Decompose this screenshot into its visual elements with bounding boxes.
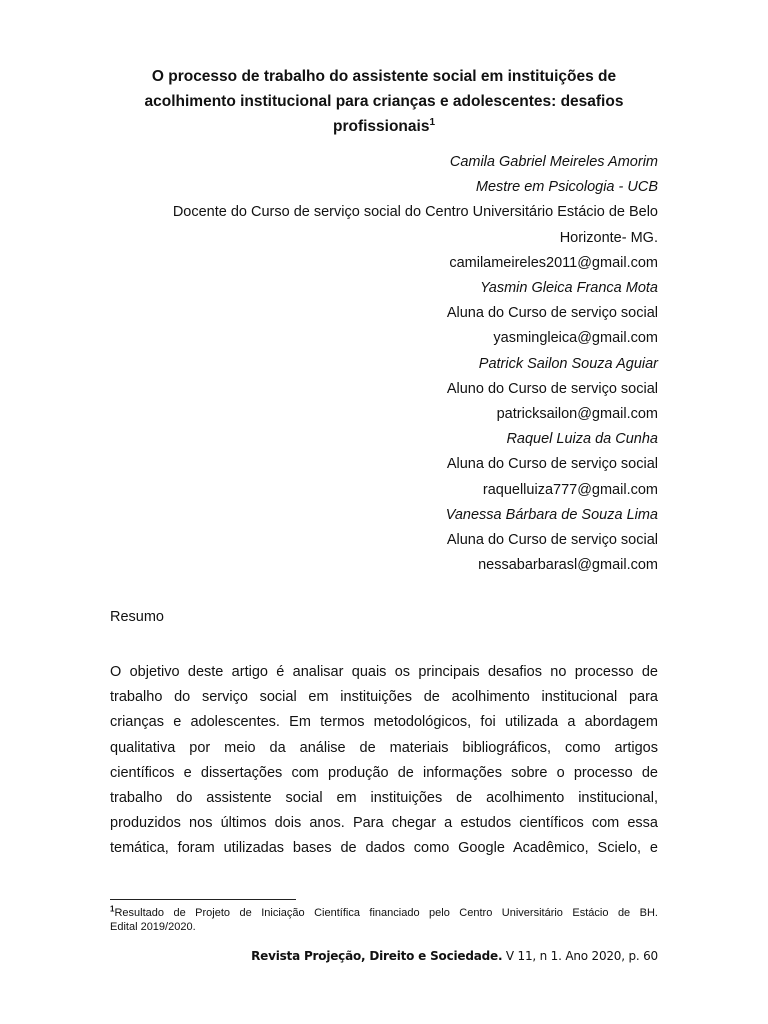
footnote <box>110 906 658 934</box>
journal-details: V 11, n 1. Ano 2020, p. 60 <box>502 949 658 963</box>
journal-name: Revista Projeção, Direito e Sociedade. <box>251 949 503 963</box>
title-footnote-marker[interactable]: 1 <box>429 116 436 128</box>
abstract-line: qualitativa por meio da análise de materiais bibliográficos, como artigos <box>110 739 658 756</box>
author-detail: Aluna do Curso de serviço social <box>446 456 658 473</box>
author-name: Patrick Sailon Souza Aguiar <box>478 355 658 372</box>
author-name: Vanessa Bárbara de Souza Lima <box>445 506 658 523</box>
footnote-line-1 <box>110 906 658 920</box>
abstract-line: O objetivo deste artigo é analisar quais os principais desafios no processo de <box>110 664 658 680</box>
title-line-3 <box>120 114 648 139</box>
abstract-line: produzidos nos últimos dois anos. Para chegar a estudos científicos com essa <box>110 815 658 832</box>
author-name: Raquel Luiza da Cunha <box>506 431 658 448</box>
footnote-line-2: Edital 2019/2020. <box>110 921 196 933</box>
footnote-marker: 1 <box>110 904 115 914</box>
author-detail: Docente do Curso de serviço social do Centro Universitário Estácio de Belo <box>172 204 658 221</box>
author-detail[interactable]: raquelluiza777@gmail.com <box>482 481 658 498</box>
abstract-line: temática, foram utilizadas bases de dados como Google Acadêmico, Scielo, e <box>110 840 658 857</box>
author-block <box>98 150 658 578</box>
abstract-heading: Resumo <box>110 609 164 625</box>
title-line-3-text: profissionais <box>332 118 430 135</box>
abstract-text <box>110 660 658 862</box>
author-detail: Aluno do Curso de serviço social <box>446 380 658 397</box>
title-line-2: acolhimento institucional para crianças e adolescentes: desafios <box>144 93 624 110</box>
title-line-1: O processo de trabalho do assistente social em instituições de <box>151 68 617 85</box>
author-detail[interactable]: yasmingleica@gmail.com <box>493 330 658 347</box>
article-title <box>120 64 648 139</box>
footnote-divider <box>110 899 296 900</box>
author-detail[interactable]: nessabarbarasl@gmail.com <box>478 557 658 574</box>
author-detail: Aluna do Curso de serviço social <box>446 305 658 322</box>
author-name: Mestre em Psicologia - UCB <box>475 179 658 196</box>
author-detail[interactable]: camilameireles2011@gmail.com <box>449 254 658 271</box>
abstract-line: científicos e dissertações com produção de informações sobre o processo de <box>110 764 658 781</box>
journal-footer <box>251 948 658 964</box>
author-name: Yasmin Gleica Franca Mota <box>480 280 658 297</box>
author-detail: Aluna do Curso de serviço social <box>446 532 658 549</box>
author-detail[interactable]: patricksailon@gmail.com <box>496 406 658 423</box>
abstract-line: trabalho do serviço social em instituições de acolhimento institucional para <box>110 689 658 706</box>
author-detail: Horizonte- MG. <box>559 229 658 246</box>
author-name: Camila Gabriel Meireles Amorim <box>449 154 658 170</box>
footnote-text-1: Resultado de Projeto de Iniciação Científica financiado pelo Centro Universitário Estácio de BH. <box>114 907 658 919</box>
abstract-line: trabalho do assistente social em instituições de acolhimento institucional, <box>110 790 658 807</box>
abstract-line: crianças e adolescentes. Em termos metodológicos, foi utilizada a abordagem <box>110 714 658 731</box>
